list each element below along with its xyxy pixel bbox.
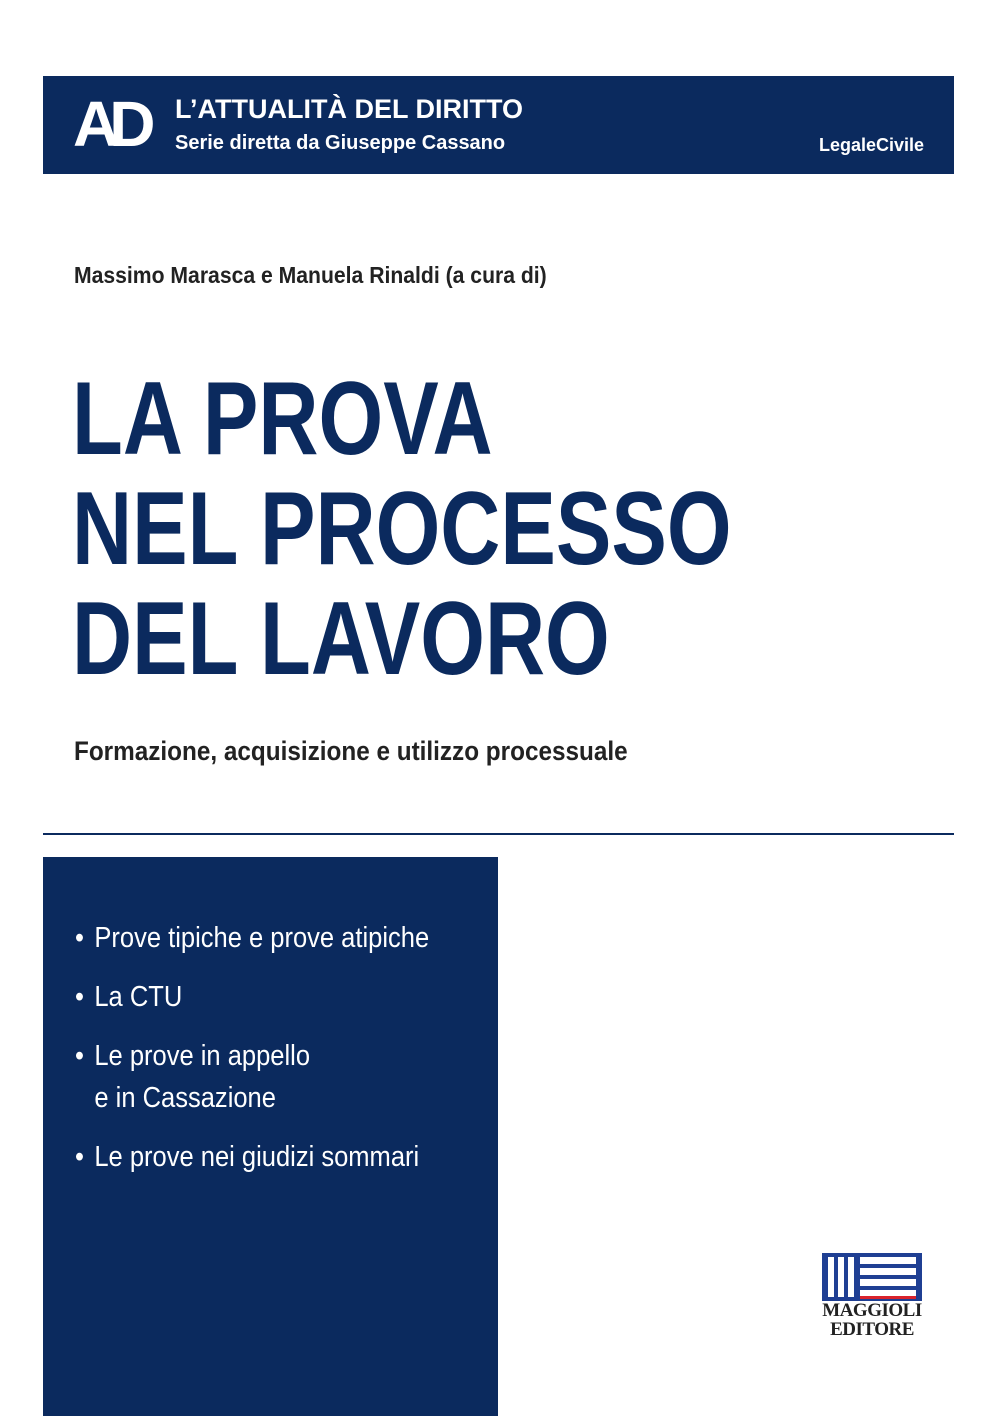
bullet-icon: • bbox=[75, 922, 84, 954]
series-banner bbox=[43, 76, 954, 174]
divider bbox=[43, 833, 954, 835]
publisher-name: MAGGIOLI bbox=[822, 1300, 922, 1321]
book-authors: Massimo Marasca e Manuela Rinaldi (a cura di) bbox=[74, 262, 547, 288]
topic-item bbox=[75, 1035, 445, 1119]
topics-panel bbox=[43, 857, 498, 1416]
book-subtitle: Formazione, acquisizione e utilizzo processuale bbox=[74, 736, 628, 766]
bullet-icon: • bbox=[75, 1141, 84, 1173]
book-title bbox=[72, 361, 732, 697]
maggioli-logo-icon bbox=[822, 1253, 922, 1301]
topics-list bbox=[75, 917, 495, 1195]
bullet-icon: • bbox=[75, 981, 84, 1013]
topic-text: Le prove nei giudizi sommari bbox=[94, 1141, 420, 1173]
publisher-logo bbox=[818, 1253, 926, 1343]
topic-text: La CTU bbox=[94, 981, 183, 1013]
topic-item bbox=[75, 917, 445, 959]
book-title-line: LA PROVA bbox=[72, 361, 493, 477]
series-category: LegaleCivile bbox=[818, 135, 924, 155]
topic-item bbox=[75, 1136, 445, 1178]
series-logo: AD bbox=[73, 88, 146, 160]
book-title-line: DEL LAVORO bbox=[72, 581, 610, 697]
topic-text: Prove tipiche e prove atipiche bbox=[94, 922, 430, 954]
book-title-line: NEL PROCESSO bbox=[72, 471, 732, 587]
topic-text: Le prove in appello bbox=[94, 1040, 311, 1072]
bullet-icon: • bbox=[75, 1040, 84, 1072]
topic-text: e in Cassazione bbox=[94, 1082, 276, 1114]
topic-item bbox=[75, 976, 445, 1018]
series-title: L’ATTUALITÀ DEL DIRITTO bbox=[175, 94, 523, 124]
series-editor: Serie diretta da Giuseppe Cassano bbox=[175, 132, 506, 154]
publisher-name-suffix: EDITORE bbox=[830, 1319, 914, 1340]
